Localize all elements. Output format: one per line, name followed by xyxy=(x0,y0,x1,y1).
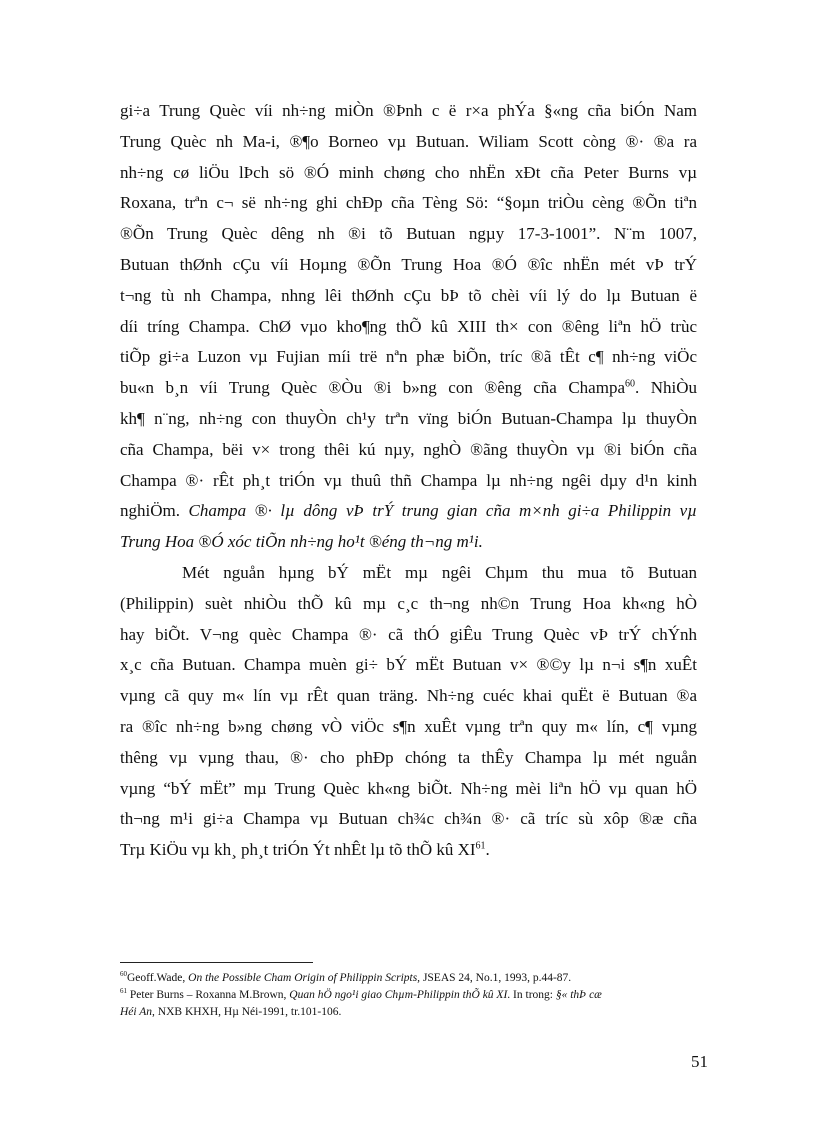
footnote-rest: , NXB KHXH, Hµ Néi-1991, tr.101-106. xyxy=(152,1006,342,1018)
text-line: gi÷a Trung Quèc víi nh÷ng miÒn ®Þnh c ë r×a phÝa §«ng cña biÓn Nam xyxy=(120,101,697,120)
text-line: th¬ng m¹i gi÷a Champa vµ Butuan ch¾c ch¾n ®· cã tríc sù xôp ®æ cña xyxy=(120,809,697,829)
footnote-source-title: Héi An xyxy=(120,1006,153,1018)
text-line: x¸c cña Butuan. Champa muèn gi÷ bÝ mËt Butuan v× ®©y lµ n¬i s¶n xuÊt xyxy=(120,655,697,675)
text-line xyxy=(120,835,697,866)
text-line: Trung Quèc nh Ma-i, ®¶o Borneo vµ Butuan. Wiliam Scott còng ®· ®a ra xyxy=(120,131,697,151)
text-line: ®Õn Trung Quèc dêng nh ®i tõ Butuan ngµy 17-3-1001”. N¨m 1007, xyxy=(120,224,697,244)
footnote-ref-61[interactable]: 61 xyxy=(475,840,486,852)
footnotes xyxy=(120,970,710,1021)
footnote-rest: JSEAS 24, No.1, 1993, p.44-87. xyxy=(420,972,572,984)
text-line: hay biÕt. V¬ng quèc Champa ®· cã thÓ giÊu Trung Quèc vÞ trÝ chÝnh xyxy=(120,624,697,644)
text-segment: Trµ KiÖu vµ kh¸ ph¸t triÓn Ýt nhÊt lµ tõ thÕ kû XI xyxy=(120,840,476,860)
text-segment: . NhiÒu xyxy=(634,378,697,398)
text-segment: bu«n b¸n víi Trung Quèc ®Òu ®i b»ng con ®êng cña Champa xyxy=(120,378,625,398)
footnote-source-title: §« thÞ cæ xyxy=(555,989,602,1001)
footnote-title: On the Possible Cham Origin of Philippin Scripts, xyxy=(188,972,421,984)
footnote-author: Peter Burns – Roxanna M.Brown, xyxy=(127,989,290,1001)
text-line: vµng cã quy m« lín vµ rÊt quan träng. Nh÷ng cuéc khai quËt ë Butuan ®a xyxy=(120,686,697,706)
text-line: Trung Hoa ®Ó xóc tiÕn nh÷ng ho¹t ®éng th¬ng m¹i. xyxy=(120,532,483,552)
text-line xyxy=(120,496,697,527)
footnote-61 xyxy=(120,987,710,1004)
text-line: vµng “bÝ mËt” mµ Trung Quèc kh«ng biÕt. Nh÷ng mèi liªn hÖ vµ quan hÖ xyxy=(120,778,697,798)
text-line: tiÕp gi÷a Luzon vµ Fujian míi trë nªn phæ biÕn, tríc ®ã tÊt c¶ nh÷ng viÖc xyxy=(120,347,697,367)
footnote-mark: 61 xyxy=(120,987,127,996)
text-line: Roxana, trªn c¬ së nh÷ng ghi chÐp cña Tèng Sö: “§oµn triÒu cèng ®Õn tiªn xyxy=(120,193,697,213)
footnote-mark: 60 xyxy=(120,970,127,979)
text-line: kh¶ n¨ng, nh÷ng con thuyÒn ch¹y trªn vïng biÓn Butuan-Champa lµ thuyÒn xyxy=(120,408,697,428)
footnote-divider xyxy=(120,962,313,963)
text-segment: . xyxy=(485,840,490,860)
text-line: nh÷ng cø liÖu lÞch sö ®Ó minh chøng cho nhËn xÐt cña Peter Burns vµ xyxy=(120,162,697,182)
body-text xyxy=(120,96,697,866)
footnote-rest: . In trong: xyxy=(507,989,556,1001)
footnote-ref-60[interactable]: 60 xyxy=(624,378,635,390)
footnote-title: Quan hÖ ngo¹i giao Chµm-Philippin thÕ kû XI xyxy=(289,989,508,1001)
text-line: Champa ®· rÊt ph¸t triÓn vµ thuû thñ Champa lµ nh÷ng ngêi dµy d¹n kinh xyxy=(120,470,697,490)
text-line: díi tríng Champa. ChØ vµo kho¶ng thÕ kû XIII th× con ®êng liªn hÖ trùc xyxy=(120,316,697,336)
text-line: ra ®îc nh÷ng b»ng chøng vÒ viÖc s¶n xuÊt vµng trªn quy m« lín, c¶ vµng xyxy=(120,716,697,736)
text-line: t¬ng tù nh Champa, nhng lêi thØnh cÇu bÞ tõ chèi víi lý do lµ Butuan ë xyxy=(120,285,697,305)
text-line: Butuan thØnh cÇu víi Hoµng ®Õn Trung Hoa ®Ó ®îc nhËn mét vÞ trÝ xyxy=(120,254,697,274)
footnote-author: Geoff.Wade, xyxy=(127,972,189,984)
text-line xyxy=(120,373,697,404)
text-line: (Philippin) suèt nhiÒu thÕ kû mµ c¸c th¬ng nh©n Trung Hoa kh«ng hÒ xyxy=(120,593,697,613)
footnote-60 xyxy=(120,970,710,987)
text-line: cña Champa, bëi v× trong thêi kú nµy, nghÒ ®ãng thuyÒn vµ ®i biÓn cña xyxy=(120,439,697,459)
text-segment: nghiÖm. xyxy=(120,501,180,521)
page-number: 51 xyxy=(691,1052,708,1071)
text-line: thêng vµ vµng thau, ®· cho phÐp chóng ta thÊy Champa lµ mét nguån xyxy=(120,747,697,767)
italic-segment: Champa ®· lµ dông vÞ trÝ trung gian cña m×nh gi÷a Philippin vµ xyxy=(188,501,697,521)
text-line: Mét nguån hµng bÝ mËt mµ ngêi Chµm thu mua tõ Butuan xyxy=(182,562,697,582)
footnote-61-continued xyxy=(120,1004,710,1021)
